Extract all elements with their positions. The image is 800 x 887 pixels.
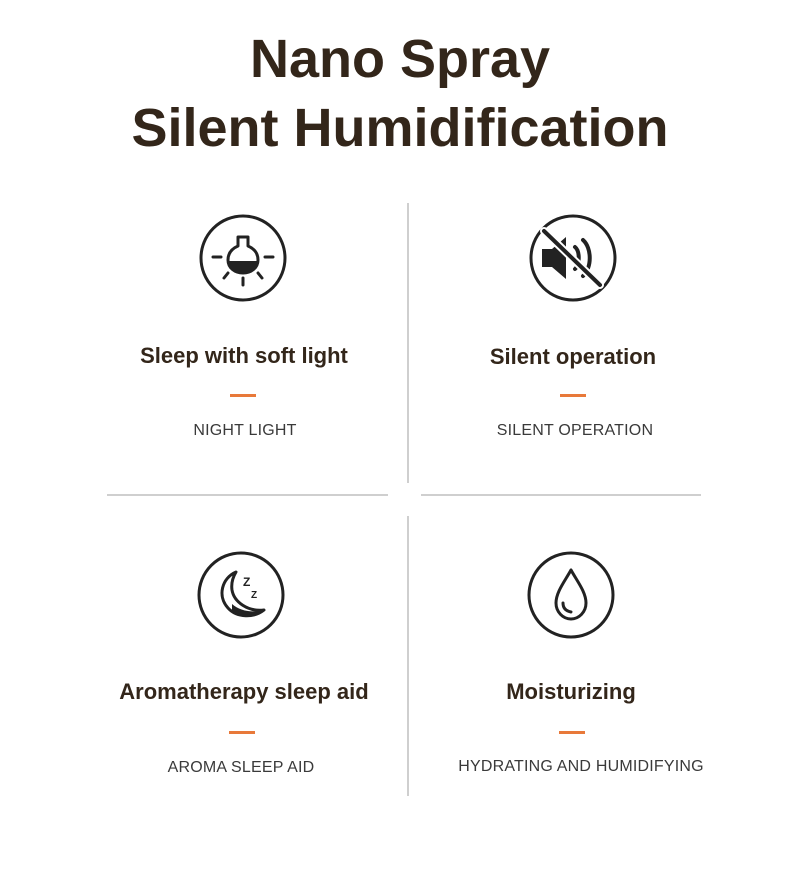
feature-heading: Silent operation: [489, 344, 657, 369]
divider-horizontal-right: [421, 494, 701, 496]
accent-dash: [229, 731, 255, 734]
feature-heading: Sleep with soft light: [140, 343, 348, 368]
divider-vertical-bottom: [407, 516, 409, 796]
water-drop-icon: [526, 550, 616, 640]
accent-dash: [560, 394, 586, 397]
accent-dash: [559, 731, 585, 734]
svg-text:Z: Z: [243, 575, 251, 589]
svg-text:Z: Z: [251, 590, 258, 601]
night-light-bulb-icon: [198, 213, 288, 303]
moon-sleep-icon: [196, 550, 286, 640]
feature-heading: Moisturizing: [506, 679, 636, 704]
feature-subtitle: SILENT OPERATION: [496, 422, 654, 439]
title-line-2: Silent Humidification: [131, 98, 669, 158]
feature-subtitle: HYDRATING AND HUMIDIFYING: [458, 758, 704, 775]
title-line-1: Nano Spray: [249, 29, 551, 89]
feature-subtitle: NIGHT LIGHT: [193, 422, 297, 439]
feature-heading: Aromatherapy sleep aid: [119, 679, 369, 704]
accent-dash: [230, 394, 256, 397]
divider-horizontal-left: [107, 494, 388, 496]
feature-subtitle: AROMA SLEEP AID: [167, 759, 315, 776]
mute-speaker-icon: [528, 213, 618, 303]
